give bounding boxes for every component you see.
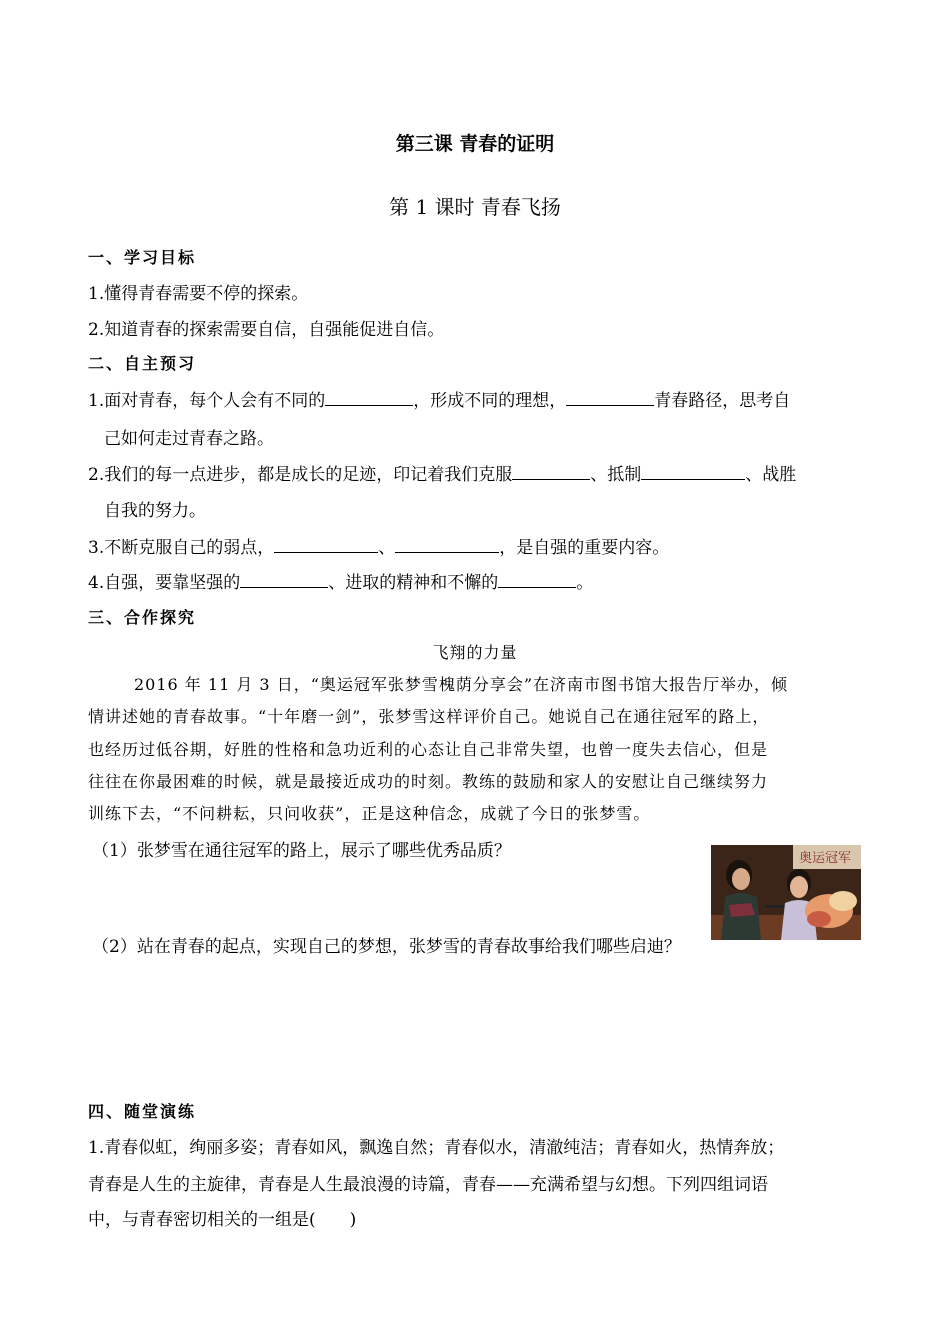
question-text: 3.不断克服自己的弱点， (88, 538, 275, 558)
practice-line: 中，与青春密切相关的一组是( ) (88, 1210, 357, 1230)
answer-blank[interactable] (325, 391, 413, 406)
section-heading-goals: 一、学习目标 (88, 248, 197, 267)
explore-question-2: （2）站在青春的起点，实现自己的梦想，张梦雪的青春故事给我们哪些启迪？ (92, 937, 681, 957)
news-photo (711, 845, 861, 940)
section-heading-preview: 二、自主预习 (88, 354, 197, 373)
question-text: 、进取的精神和不懈的 (328, 573, 499, 593)
page-subtitle: 第 1 课时 青春飞扬 (389, 195, 561, 219)
passage-line: 2016 年 11 月 3 日，“奥运冠军张梦雪槐荫分享会”在济南市图书馆大报告厅举办，倾 (134, 675, 789, 694)
question-text: 、战胜 (745, 465, 797, 485)
preview-question-2-cont: 自我的努力。 (104, 501, 206, 521)
question-text: 1.面对青春，每个人会有不同的 (88, 391, 326, 411)
passage-line: 训练下去，“不问耕耘，只问收获”，正是这种信念，成就了今日的张梦雪。 (88, 804, 651, 823)
question-text: 、抵制 (590, 465, 642, 485)
answer-blank[interactable] (240, 573, 328, 588)
passage-line: 也经历过低谷期，好胜的性格和急功近利的心态让自己非常失望，也曾一度失去信心，但是 (88, 740, 769, 759)
preview-question-1-cont: 己如何走过青春之路。 (104, 429, 274, 449)
section-heading-practice: 四、随堂演练 (88, 1102, 197, 1121)
passage-title: 飞翔的力量 (432, 643, 518, 662)
question-text: 青春路径，思考自 (654, 391, 791, 411)
question-text: 、 (378, 538, 396, 558)
preview-question-4 (88, 568, 593, 593)
answer-blank[interactable] (566, 391, 654, 406)
practice-line: 1.青春似虹，绚丽多姿；青春如风，飘逸自然；青春似水，清澈纯洁；青春如火，热情奔放； (88, 1138, 785, 1158)
question-text: 2.我们的每一点进步，都是成长的足迹，印记着我们克服 (88, 465, 513, 485)
passage-line: 往往在你最困难的时候，就是最接近成功的时刻。教练的鼓励和家人的安慰让自己继续努力 (88, 772, 769, 791)
answer-blank[interactable] (274, 538, 378, 553)
question-text: 。 (576, 573, 594, 593)
page-title: 第三课 青春的证明 (395, 133, 555, 155)
preview-question-2 (88, 460, 796, 485)
answer-blank[interactable] (498, 573, 576, 588)
question-text: ，形成不同的理想， (413, 391, 567, 411)
preview-question-3 (88, 533, 669, 558)
question-text: ，是自强的重要内容。 (499, 538, 670, 558)
goal-item: 1.懂得青春需要不停的探索。 (88, 284, 309, 304)
practice-line: 青春是人生的主旋律，青春是人生最浪漫的诗篇，青春——充满希望与幻想。下列四组词语 (88, 1175, 768, 1195)
goal-item: 2.知道青春的探索需要自信，自强能促进自信。 (88, 320, 445, 340)
photo-illustration (711, 845, 861, 940)
photo-sign-text: 奥运冠军 (799, 851, 852, 866)
passage-line: 情讲述她的青春故事。“十年磨一剑”，张梦雪这样评价自己。她说自己在通往冠军的路上， (88, 707, 770, 726)
answer-blank[interactable] (641, 465, 745, 480)
explore-question-1: （1）张梦雪在通往冠军的路上，展示了哪些优秀品质？ (92, 841, 511, 861)
preview-question-1 (88, 386, 790, 411)
section-heading-explore: 三、合作探究 (88, 608, 197, 627)
question-text: 4.自强，要靠坚强的 (88, 573, 241, 593)
answer-blank[interactable] (395, 538, 499, 553)
answer-blank[interactable] (512, 465, 590, 480)
